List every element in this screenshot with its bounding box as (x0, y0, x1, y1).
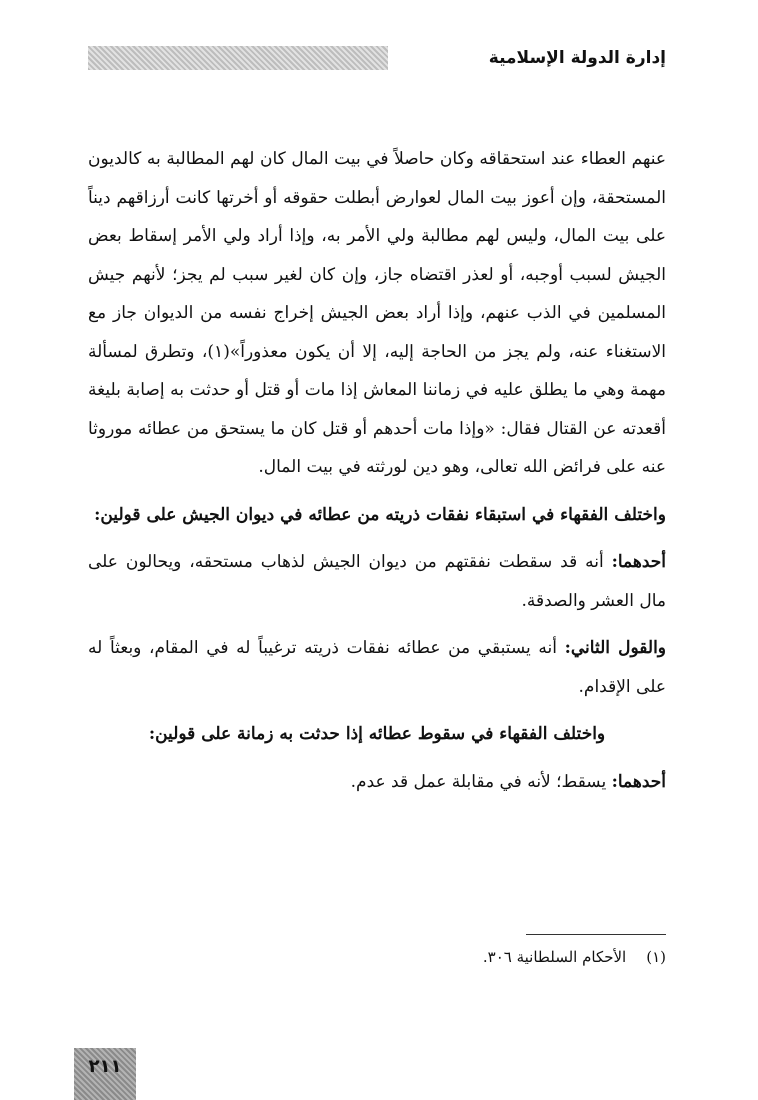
footnote-divider (526, 934, 666, 935)
paragraph-4-lead: والقول الثاني: (564, 638, 667, 658)
paragraph-3-lead: أحدهما: (611, 552, 666, 572)
footnote-text: الأحكام السلطانية ٣٠٦. (482, 948, 627, 966)
paragraph-2-heading: واختلف الفقهاء في استبقاء نفقات ذريته من عطائه في ديوان الجيش على قولين: (94, 504, 666, 525)
main-text (88, 140, 666, 801)
footnote-number: (١) (646, 948, 666, 966)
paragraph-3-text: أنه قد سقطت نفقتهم من ديوان الجيش لذهاب مستحقه، ويحالون على مال العشر والصدقة. (88, 552, 666, 611)
paragraph-5-heading: واختلف الفقهاء في سقوط عطائه إذا حدثت به زمانة على قولين: (148, 724, 606, 744)
paragraph-6 (88, 763, 666, 802)
footnote (266, 946, 666, 968)
paragraph-6-lead: أحدهما: (611, 771, 666, 792)
header-decorative-band (88, 46, 388, 70)
paragraph-1: عنهم العطاء عند استحقاقه وكان حاصلاً في بيت المال كان لهم المطالبة به كالديون المستحقة، وإن أعوز بيت المال لعوارض أبطلت حقوقه أو أخرتها كانت أرزاقهم ديناً على بيت المال، وليس لهم مطالبة ولي الأمر به، وإذا أراد ولي الأمر إسقاط بعض الجيش لسبب أوجبه، أو لعذر اقتضاه جاز، وإن كان لغير سبب لم يجز؛ لأنهم جيش المسلمين في الذب عنهم، وإذا أراد بعض الجيش إخراج نفسه من الديوان جاز مع الاستغناء عنه، ولم يجز من الحاجة إليه، إلا أن يكون معذوراً»(١)، وتطرق لمسألة مهمة وهي ما يطلق عليه في زماننا المعاش إذا مات أو قتل أو حدثت به إصابة بليغة أقعدته عن القتال فقال: «وإذا مات أحدهم أو قتل كان ما يستحق من عطائه موروثا عنه على فرائض الله تعالى، وهو دين لورثته في بيت المال. (88, 149, 667, 477)
paragraph-4 (88, 629, 666, 706)
paragraph-4-text: أنه يستبقي من عطائه نفقات ذريته ترغيباً له في المقام، وبعثاً له على الإقدام. (88, 638, 666, 697)
page-number: ٢١١ (88, 1056, 122, 1077)
page-number-box (74, 1048, 136, 1100)
running-header-title: إدارة الدولة الإسلامية (488, 48, 666, 68)
paragraph-3 (88, 543, 666, 620)
paragraph-6-text: يسقط؛ لأنه في مقابلة عمل قد عدم. (350, 771, 612, 792)
